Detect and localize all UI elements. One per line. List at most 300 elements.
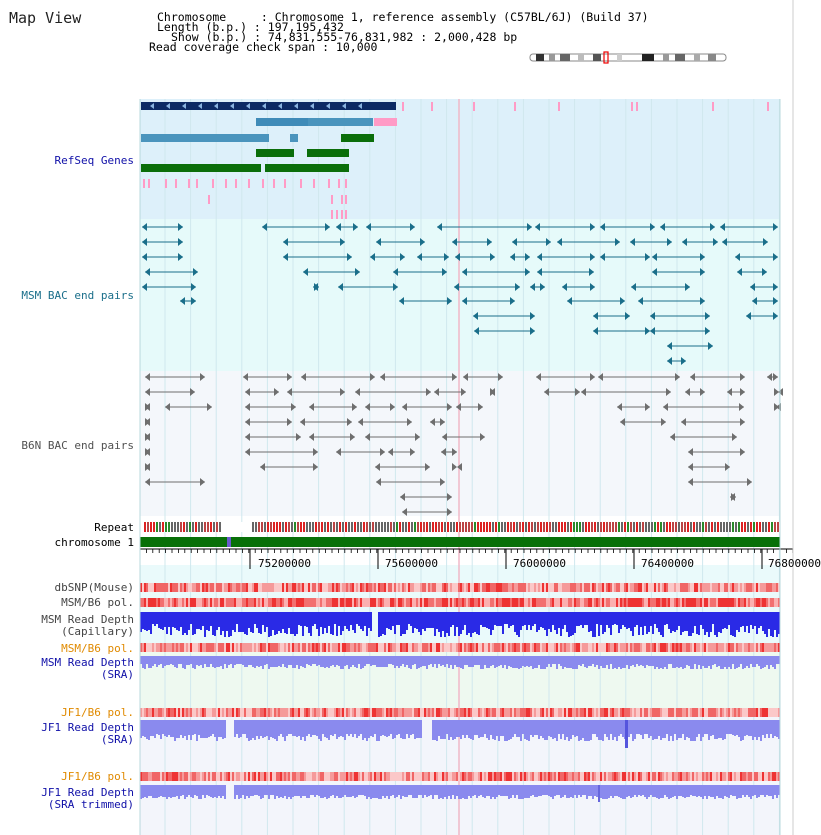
jf1-b6-pol-trim-strip: [708, 772, 710, 781]
jf1-b6-pol-trim-strip: [210, 772, 212, 781]
jf1-b6-pol-strip: [502, 708, 504, 717]
msm-depth-sra-bar: [492, 656, 494, 665]
msm-depth-capillary-bar: [224, 612, 226, 637]
jf1-depth-trim-bar: [536, 785, 538, 797]
jf1-depth-trim-bar: [458, 785, 460, 799]
msm-b6-pol-sra-strip: [278, 643, 280, 652]
dbsnp-strip: [270, 583, 272, 592]
jf1-b6-pol-strip: [238, 708, 240, 717]
msm-depth-sra-bar: [380, 656, 382, 667]
jf1-b6-pol-trim-strip: [446, 772, 448, 781]
dbsnp-strip: [710, 583, 712, 592]
jf1-b6-pol-trim-strip: [632, 772, 634, 781]
msm-b6-pol-strip: [544, 598, 546, 607]
jf1-depth-sra-bar: [294, 720, 296, 736]
jf1-b6-pol-trim-strip: [386, 772, 388, 781]
repeat-block: [645, 522, 647, 532]
msm-depth-sra-bar: [328, 656, 330, 668]
repeat-block: [552, 522, 554, 532]
msm-depth-capillary-bar: [192, 612, 194, 635]
repeat-block: [363, 522, 365, 532]
msm-b6-pol-sra-strip: [352, 643, 354, 652]
jf1-b6-pol-strip: [730, 708, 732, 717]
msm-depth-sra-bar: [574, 656, 576, 669]
msm-depth-capillary-bar: [190, 612, 192, 624]
track-label-jf1-depth-sra[interactable]: JF1 Read Depth: [41, 721, 134, 734]
msm-b6-pol-strip: [284, 598, 286, 607]
jf1-b6-pol-trim-strip: [350, 772, 352, 781]
repeat-block: [273, 522, 275, 532]
jf1-depth-sra-bar: [462, 720, 464, 735]
msm-depth-capillary-bar: [434, 612, 436, 636]
jf1-depth-trim-bar: [378, 785, 380, 799]
jf1-depth-sra-bar: [484, 720, 486, 734]
dbsnp-strip: [254, 583, 256, 592]
msm-b6-pol-strip: [496, 598, 498, 607]
repeat-block: [300, 522, 302, 532]
jf1-depth-sra-bar: [686, 720, 688, 737]
msm-b6-pol-sra-strip: [558, 643, 560, 652]
msm-b6-pol-sra-strip: [230, 643, 232, 652]
jf1-b6-pol-strip: [330, 708, 332, 717]
jf1-b6-pol-strip: [428, 708, 430, 717]
msm-depth-sra-bar: [172, 656, 174, 665]
msm-b6-pol-strip: [756, 598, 758, 607]
jf1-b6-pol-strip: [708, 708, 710, 717]
msm-b6-pol-sra-strip: [682, 643, 684, 652]
msm-depth-sra-bar: [572, 656, 574, 669]
jf1-b6-pol-trim-strip: [424, 772, 426, 781]
jf1-depth-trim-bar: [192, 785, 194, 798]
msm-b6-pol-sra-strip: [516, 643, 518, 652]
dbsnp-strip: [278, 583, 280, 592]
dbsnp-strip: [688, 583, 690, 592]
jf1-b6-pol-strip: [408, 708, 410, 717]
jf1-depth-sra-bar: [326, 720, 328, 738]
msm-depth-capillary-bar: [368, 612, 370, 628]
dbsnp-strip: [420, 583, 422, 592]
msm-depth-capillary-bar: [360, 612, 362, 629]
msm-b6-pol-strip: [754, 598, 756, 607]
msm-depth-sra-bar: [696, 656, 698, 669]
dbsnp-strip: [654, 583, 656, 592]
msm-depth-capillary-bar: [336, 612, 338, 636]
dbsnp-strip: [642, 583, 644, 592]
msm-b6-pol-strip: [442, 598, 444, 607]
track-label-jf1-depth-trimmed-sub[interactable]: (SRA trimmed): [47, 798, 134, 811]
jf1-depth-sra-bar: [744, 720, 746, 736]
jf1-b6-pol-strip: [692, 708, 694, 717]
jf1-depth-sra-bar: [658, 720, 660, 736]
dbsnp-strip: [752, 583, 754, 592]
msm-b6-pol-sra-strip: [452, 643, 454, 652]
jf1-b6-pol-trim-strip: [318, 772, 320, 781]
repeat-block: [330, 522, 332, 532]
jf1-b6-pol-trim-strip: [288, 772, 290, 781]
jf1-b6-pol-strip: [724, 708, 726, 717]
msm-depth-capillary-bar: [648, 612, 650, 632]
jf1-depth-trim-bar: [390, 785, 392, 796]
msm-b6-pol-strip: [628, 598, 630, 607]
jf1-b6-pol-trim-strip: [234, 772, 236, 781]
track-label-chromosome[interactable]: chromosome 1: [54, 536, 134, 549]
jf1-b6-pol-trim-strip: [338, 772, 340, 781]
msm-b6-pol-strip: [178, 598, 180, 607]
msm-b6-pol-strip: [386, 598, 388, 607]
msm-depth-capillary-bar: [270, 612, 272, 636]
jf1-depth-trim-bar: [600, 785, 602, 798]
msm-b6-pol-sra-strip: [354, 643, 356, 652]
jf1-depth-sra-bar: [634, 720, 636, 739]
jf1-depth-trim-bar: [608, 785, 610, 798]
msm-depth-capillary-bar: [600, 612, 602, 625]
msm-b6-pol-strip: [414, 598, 416, 607]
jf1-depth-trim-bar: [588, 785, 590, 796]
jf1-depth-trim-bar: [292, 785, 294, 797]
jf1-b6-pol-trim-strip: [460, 772, 462, 781]
dbsnp-strip: [734, 583, 736, 592]
msm-depth-sra-bar: [520, 656, 522, 668]
jf1-b6-pol-strip: [284, 708, 286, 717]
repeat-block: [261, 522, 263, 532]
msm-depth-sra-bar: [222, 656, 224, 669]
repeat-block: [675, 522, 677, 532]
msm-depth-sra-bar: [688, 656, 690, 666]
dbsnp-strip: [462, 583, 464, 592]
jf1-b6-pol-strip: [550, 708, 552, 717]
track-label-b6n-bac[interactable]: B6N BAC end pairs: [21, 439, 134, 452]
jf1-depth-trim-bar: [766, 785, 768, 795]
track-label-msm-b6-pol-sra[interactable]: MSM/B6 pol.: [61, 642, 134, 655]
msm-b6-pol-sra-strip: [668, 643, 670, 652]
msm-depth-capillary-bar: [468, 612, 470, 633]
jf1-b6-pol-trim-strip: [484, 772, 486, 781]
jf1-depth-sra-bar: [556, 720, 558, 741]
msm-b6-pol-sra-strip: [338, 643, 340, 652]
jf1-depth-trim-bar: [168, 785, 170, 797]
jf1-b6-pol-strip: [196, 708, 198, 717]
jf1-depth-sra-bar: [214, 720, 216, 737]
msm-depth-capillary-bar: [344, 612, 346, 626]
msm-b6-pol-sra-strip: [304, 643, 306, 652]
msm-depth-capillary-bar: [164, 612, 166, 627]
jf1-depth-sra-bar: [566, 720, 568, 737]
jf1-b6-pol-trim-strip: [704, 772, 706, 781]
jf1-b6-pol-strip: [158, 708, 160, 717]
repeat-block: [378, 522, 380, 532]
msm-b6-pol-strip: [536, 598, 538, 607]
track-label-refseq[interactable]: RefSeq Genes: [54, 154, 134, 167]
msm-depth-capillary-bar: [236, 612, 238, 624]
msm-depth-capillary-bar: [182, 612, 184, 635]
gene-feature: [308, 118, 373, 126]
repeat-block: [279, 522, 281, 532]
msm-depth-capillary-bar: [398, 612, 400, 625]
repeat-block: [708, 522, 710, 532]
msm-b6-pol-sra-strip: [488, 643, 490, 652]
jf1-b6-pol-trim-strip: [722, 772, 724, 781]
msm-depth-sra-bar: [272, 656, 274, 667]
jf1-b6-pol-strip: [420, 708, 422, 717]
msm-b6-pol-strip: [656, 598, 658, 607]
msm-depth-capillary-bar: [208, 612, 210, 631]
msm-depth-sra-bar: [168, 656, 170, 665]
repeat-block: [693, 522, 695, 532]
msm-b6-pol-sra-strip: [292, 643, 294, 652]
dbsnp-strip: [612, 583, 614, 592]
msm-b6-pol-sra-strip: [276, 643, 278, 652]
jf1-b6-pol-strip: [194, 708, 196, 717]
track-label-msm-depth-capillary-sub[interactable]: (Capillary): [61, 625, 134, 638]
jf1-depth-sra-bar: [468, 720, 470, 738]
jf1-depth-sra-bar: [264, 720, 266, 737]
jf1-b6-pol-strip: [306, 708, 308, 717]
jf1-depth-sra-bar: [582, 720, 584, 738]
msm-depth-sra-bar: [200, 656, 202, 665]
jf1-depth-trim-bar: [194, 785, 196, 795]
gene-tick: [165, 179, 167, 188]
msm-b6-pol-strip: [520, 598, 522, 607]
jf1-b6-pol-trim-strip: [640, 772, 642, 781]
repeat-block: [267, 522, 269, 532]
jf1-b6-pol-trim-strip: [654, 772, 656, 781]
msm-b6-pol-strip: [184, 598, 186, 607]
jf1-depth-sra-bar: [282, 720, 284, 737]
jf1-b6-pol-trim-strip: [162, 772, 164, 781]
jf1-depth-sra-bar: [218, 720, 220, 737]
jf1-b6-pol-trim-strip: [180, 772, 182, 781]
repeat-block: [576, 522, 578, 532]
msm-b6-pol-strip: [452, 598, 454, 607]
track-label-msm-bac[interactable]: MSM BAC end pairs: [21, 289, 134, 302]
repeat-block: [285, 522, 287, 532]
jf1-depth-trim-bar: [410, 785, 412, 795]
repeat-block: [516, 522, 518, 532]
msm-depth-sra-bar: [358, 656, 360, 664]
repeat-block: [408, 522, 410, 532]
msm-depth-capillary-bar: [550, 612, 552, 632]
msm-depth-capillary-bar: [280, 612, 282, 633]
track-label-msm-depth-sra-sub[interactable]: (SRA): [100, 668, 134, 681]
repeat-block: [324, 522, 326, 532]
msm-b6-pol-strip: [336, 598, 338, 607]
dbsnp-strip: [444, 583, 446, 592]
jf1-b6-pol-strip: [612, 708, 614, 717]
dbsnp-strip: [566, 583, 568, 592]
jf1-b6-pol-trim-strip: [184, 772, 186, 781]
msm-b6-pol-sra-strip: [196, 643, 198, 652]
dbsnp-strip: [160, 583, 162, 592]
jf1-depth-sra-bar: [342, 720, 344, 737]
repeat-block: [183, 522, 185, 532]
jf1-b6-pol-trim-strip: [582, 772, 584, 781]
msm-depth-sra-bar: [632, 656, 634, 665]
track-label-jf1-depth-trimmed[interactable]: JF1 Read Depth: [41, 786, 134, 799]
jf1-b6-pol-trim-strip: [584, 772, 586, 781]
jf1-b6-pol-strip: [454, 708, 456, 717]
dbsnp-strip: [774, 583, 776, 592]
dbsnp-strip: [616, 583, 618, 592]
track-label-msm-b6-pol[interactable]: MSM/B6 pol.: [61, 596, 134, 609]
jf1-depth-sra-bar: [456, 720, 458, 737]
track-label-jf1-b6-pol[interactable]: JF1/B6 pol.: [61, 706, 134, 719]
msm-b6-pol-strip: [146, 598, 148, 607]
msm-b6-pol-strip: [348, 598, 350, 607]
jf1-depth-trim-bar: [170, 785, 172, 798]
msm-b6-pol-sra-strip: [190, 643, 192, 652]
msm-b6-pol-strip: [192, 598, 194, 607]
msm-b6-pol-sra-strip: [606, 643, 608, 652]
msm-b6-pol-strip: [564, 598, 566, 607]
dbsnp-strip: [296, 583, 298, 592]
msm-b6-pol-strip: [318, 598, 320, 607]
msm-b6-pol-strip: [380, 598, 382, 607]
msm-depth-capillary-bar: [756, 612, 758, 634]
jf1-depth-sra-bar: [760, 720, 762, 741]
jf1-depth-trim-bar: [352, 785, 354, 796]
jf1-b6-pol-strip: [738, 708, 740, 717]
msm-depth-capillary-bar: [776, 612, 778, 637]
msm-depth-sra-bar: [652, 656, 654, 666]
msm-depth-sra-bar: [746, 656, 748, 666]
jf1-depth-sra-bar: [676, 720, 678, 740]
jf1-depth-trim-bar: [396, 785, 398, 797]
jf1-depth-sra-bar: [296, 720, 298, 737]
msm-depth-sra-bar: [316, 656, 318, 666]
track-label-jf1-depth-sra-sub[interactable]: (SRA): [100, 733, 134, 746]
jf1-depth-trim-bar: [750, 785, 752, 799]
jf1-b6-pol-strip: [570, 708, 572, 717]
jf1-b6-pol-strip: [658, 708, 660, 717]
dbsnp-strip: [770, 583, 772, 592]
msm-b6-pol-strip: [728, 598, 730, 607]
dbsnp-strip: [464, 583, 466, 592]
dbsnp-strip: [326, 583, 328, 592]
msm-depth-capillary-bar: [162, 612, 164, 630]
jf1-depth-sra-bar: [590, 720, 592, 740]
jf1-depth-sra-bar: [524, 720, 526, 739]
msm-b6-pol-sra-strip: [632, 643, 634, 652]
jf1-depth-trim-bar: [430, 785, 432, 795]
jf1-b6-pol-trim-strip: [688, 772, 690, 781]
jf1-b6-pol-trim-strip: [312, 772, 314, 781]
msm-b6-pol-sra-strip: [642, 643, 644, 652]
jf1-b6-pol-strip: [636, 708, 638, 717]
msm-b6-pol-sra-strip: [634, 643, 636, 652]
track-label-repeat[interactable]: Repeat: [94, 521, 134, 534]
repeat-block: [144, 522, 146, 532]
msm-depth-capillary-bar: [240, 612, 242, 632]
repeat-block: [399, 522, 401, 532]
jf1-b6-pol-trim-strip: [698, 772, 700, 781]
msm-b6-pol-sra-strip: [550, 643, 552, 652]
jf1-b6-pol-trim-strip: [572, 772, 574, 781]
jf1-b6-pol-strip: [504, 708, 506, 717]
dbsnp-strip: [256, 583, 258, 592]
jf1-depth-sra-bar: [536, 720, 538, 735]
jf1-depth-sra-bar: [550, 720, 552, 737]
msm-depth-sra-bar: [476, 656, 478, 665]
msm-b6-pol-sra-strip: [244, 643, 246, 652]
jf1-depth-trim-bar: [464, 785, 466, 799]
jf1-b6-pol-strip: [622, 708, 624, 717]
msm-b6-pol-sra-strip: [456, 643, 458, 652]
msm-depth-sra-bar: [530, 656, 532, 666]
msm-b6-pol-sra-strip: [204, 643, 206, 652]
dbsnp-strip: [618, 583, 620, 592]
msm-b6-pol-sra-strip: [422, 643, 424, 652]
jf1-depth-sra-bar: [392, 720, 394, 739]
jf1-b6-pol-strip: [496, 708, 498, 717]
repeat-block: [210, 522, 212, 532]
jf1-depth-trim-bar: [206, 785, 208, 795]
jf1-depth-trim-bar: [246, 785, 248, 796]
jf1-depth-sra-bar: [246, 720, 248, 738]
msm-depth-sra-bar: [354, 656, 356, 667]
msm-b6-pol-sra-strip: [222, 643, 224, 652]
track-label-msm-depth-capillary[interactable]: MSM Read Depth: [41, 613, 134, 626]
msm-b6-pol-strip: [344, 598, 346, 607]
msm-depth-sra-bar: [394, 656, 396, 668]
track-label-msm-depth-sra[interactable]: MSM Read Depth: [41, 656, 134, 669]
msm-depth-capillary-bar: [770, 612, 772, 636]
track-label-dbsnp[interactable]: dbSNP(Mouse): [54, 581, 134, 594]
repeat-block: [447, 522, 449, 532]
jf1-depth-trim-bar: [570, 785, 572, 797]
dbsnp-strip: [144, 583, 146, 592]
jf1-depth-trim-bar: [208, 785, 210, 796]
jf1-depth-sra-bar: [572, 720, 574, 735]
msm-depth-capillary-bar: [618, 612, 620, 633]
jf1-b6-pol-strip: [498, 708, 500, 717]
dbsnp-strip: [412, 583, 414, 592]
msm-depth-sra-bar: [180, 656, 182, 664]
dbsnp-strip: [346, 583, 348, 592]
dbsnp-strip: [436, 583, 438, 592]
jf1-depth-sra-bar: [500, 720, 502, 736]
jf1-b6-pol-strip: [448, 708, 450, 717]
jf1-b6-pol-strip: [546, 708, 548, 717]
msm-b6-pol-strip: [262, 598, 264, 607]
jf1-b6-pol-trim-strip: [516, 772, 518, 781]
msm-depth-capillary-bar: [714, 612, 716, 635]
dbsnp-strip: [492, 583, 494, 592]
jf1-depth-trim-bar: [408, 785, 410, 795]
msm-depth-sra-bar: [678, 656, 680, 668]
jf1-b6-pol-strip: [346, 708, 348, 717]
msm-b6-pol-sra-strip: [404, 643, 406, 652]
jf1-depth-sra-bar: [330, 720, 332, 735]
msm-depth-sra-bar: [382, 656, 384, 667]
jf1-depth-sra-bar: [574, 720, 576, 737]
msm-b6-pol-strip: [762, 598, 764, 607]
jf1-depth-sra-bar: [776, 720, 778, 737]
msm-b6-pol-sra-strip: [564, 643, 566, 652]
jf1-b6-pol-strip: [206, 708, 208, 717]
msm-b6-pol-strip: [390, 598, 392, 607]
dbsnp-strip: [430, 583, 432, 592]
jf1-depth-sra-bar: [466, 720, 468, 735]
msm-depth-sra-bar: [186, 656, 188, 665]
msm-b6-pol-strip: [378, 598, 380, 607]
jf1-b6-pol-trim-strip: [226, 772, 228, 781]
dbsnp-strip: [176, 583, 178, 592]
msm-b6-pol-strip: [454, 598, 456, 607]
jf1-b6-pol-trim-strip: [718, 772, 720, 781]
msm-b6-pol-sra-strip: [184, 643, 186, 652]
track-label-jf1-b6-pol-trimmed[interactable]: JF1/B6 pol.: [61, 770, 134, 783]
msm-depth-sra-bar: [146, 656, 148, 664]
